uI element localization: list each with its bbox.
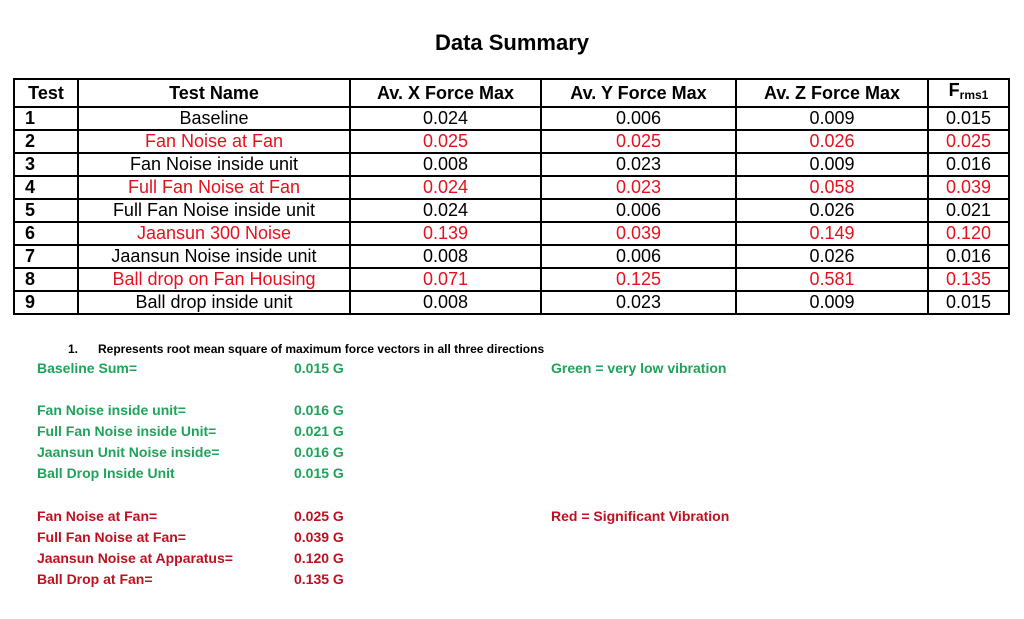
cell-test-number: 5 (14, 199, 78, 222)
footnote-text: Represents root mean square of maximum force vectors in all three directions (98, 342, 545, 356)
table-row (14, 153, 1009, 176)
cell-frms: 0.015 (928, 107, 1009, 130)
cell-y-force: 0.023 (541, 153, 736, 176)
green-item-label: Fan Noise inside unit= (37, 402, 186, 418)
page-title: Data Summary (434, 30, 590, 55)
table-row (14, 176, 1009, 199)
table-row (14, 245, 1009, 268)
cell-x-force: 0.008 (350, 291, 541, 314)
cell-x-force: 0.025 (350, 130, 541, 153)
cell-frms: 0.016 (928, 245, 1009, 268)
header-frms-subscript: rms1 (959, 88, 989, 102)
cell-test-name: Ball drop on Fan Housing (78, 268, 350, 291)
red-item-value: 0.135 G (294, 571, 344, 587)
cell-test-name: Fan Noise inside unit (78, 153, 350, 176)
cell-test-number: 7 (14, 245, 78, 268)
cell-test-number: 9 (14, 291, 78, 314)
cell-test-number: 2 (14, 130, 78, 153)
green-item-value: 0.015 G (294, 465, 344, 481)
green-item-label: Full Fan Noise inside Unit= (37, 423, 217, 439)
cell-test-name: Full Fan Noise inside unit (78, 199, 350, 222)
green-item-value: 0.016 G (294, 444, 344, 460)
red-item-value: 0.039 G (294, 529, 344, 545)
cell-y-force: 0.039 (541, 222, 736, 245)
table-row (14, 130, 1009, 153)
header-frms-main: F (948, 80, 960, 100)
cell-test-number: 4 (14, 176, 78, 199)
cell-z-force: 0.026 (736, 199, 928, 222)
green-legend: Green = very low vibration (551, 360, 727, 376)
cell-z-force: 0.581 (736, 268, 928, 291)
table-row (14, 268, 1009, 291)
red-item-value: 0.025 G (294, 508, 344, 524)
header-y-force: Av. Y Force Max (541, 79, 736, 107)
table-body (14, 107, 1009, 314)
cell-test-number: 6 (14, 222, 78, 245)
cell-y-force: 0.023 (541, 176, 736, 199)
cell-x-force: 0.024 (350, 176, 541, 199)
cell-test-name: Fan Noise at Fan (78, 130, 350, 153)
green-item-value: 0.021 G (294, 423, 344, 439)
footnote (68, 342, 544, 356)
cell-z-force: 0.009 (736, 153, 928, 176)
header-test: Test (14, 79, 78, 107)
cell-z-force: 0.009 (736, 107, 928, 130)
baseline-sum-label: Baseline Sum= (37, 360, 137, 376)
cell-frms: 0.120 (928, 222, 1009, 245)
cell-y-force: 0.006 (541, 199, 736, 222)
green-item-label: Ball Drop Inside Unit (37, 465, 175, 481)
cell-frms: 0.016 (928, 153, 1009, 176)
cell-test-name: Ball drop inside unit (78, 291, 350, 314)
cell-test-name: Jaansun 300 Noise (78, 222, 350, 245)
red-item-label: Jaansun Noise at Apparatus= (37, 550, 233, 566)
table-row (14, 199, 1009, 222)
cell-test-name: Baseline (78, 107, 350, 130)
cell-test-number: 8 (14, 268, 78, 291)
cell-y-force: 0.006 (541, 245, 736, 268)
cell-x-force: 0.024 (350, 199, 541, 222)
header-frms (928, 79, 1009, 107)
cell-y-force: 0.025 (541, 130, 736, 153)
header-x-force: Av. X Force Max (350, 79, 541, 107)
footnote-number: 1. (68, 342, 79, 356)
cell-frms: 0.135 (928, 268, 1009, 291)
cell-y-force: 0.125 (541, 268, 736, 291)
cell-frms: 0.021 (928, 199, 1009, 222)
cell-x-force: 0.139 (350, 222, 541, 245)
baseline-sum-value: 0.015 G (294, 360, 344, 376)
red-item-label: Ball Drop at Fan= (37, 571, 153, 587)
red-item-label: Fan Noise at Fan= (37, 508, 158, 524)
red-item-value: 0.120 G (294, 550, 344, 566)
cell-test-name: Full Fan Noise at Fan (78, 176, 350, 199)
green-item-label: Jaansun Unit Noise inside= (37, 444, 220, 460)
red-item-label: Full Fan Noise at Fan= (37, 529, 186, 545)
table-row (14, 107, 1009, 130)
cell-x-force: 0.008 (350, 153, 541, 176)
cell-test-name: Jaansun Noise inside unit (78, 245, 350, 268)
cell-z-force: 0.149 (736, 222, 928, 245)
red-legend: Red = Significant Vibration (551, 508, 730, 524)
cell-frms: 0.015 (928, 291, 1009, 314)
table-row (14, 222, 1009, 245)
cell-x-force: 0.008 (350, 245, 541, 268)
green-item-value: 0.016 G (294, 402, 344, 418)
data-summary-table (13, 78, 1010, 315)
cell-y-force: 0.023 (541, 291, 736, 314)
cell-z-force: 0.026 (736, 245, 928, 268)
header-test-name: Test Name (78, 79, 350, 107)
cell-test-number: 3 (14, 153, 78, 176)
cell-test-number: 1 (14, 107, 78, 130)
cell-y-force: 0.006 (541, 107, 736, 130)
table-row (14, 291, 1009, 314)
cell-z-force: 0.058 (736, 176, 928, 199)
cell-z-force: 0.009 (736, 291, 928, 314)
cell-x-force: 0.071 (350, 268, 541, 291)
header-z-force: Av. Z Force Max (736, 79, 928, 107)
cell-frms: 0.025 (928, 130, 1009, 153)
table-header-row (14, 79, 1009, 107)
cell-z-force: 0.026 (736, 130, 928, 153)
cell-frms: 0.039 (928, 176, 1009, 199)
cell-x-force: 0.024 (350, 107, 541, 130)
